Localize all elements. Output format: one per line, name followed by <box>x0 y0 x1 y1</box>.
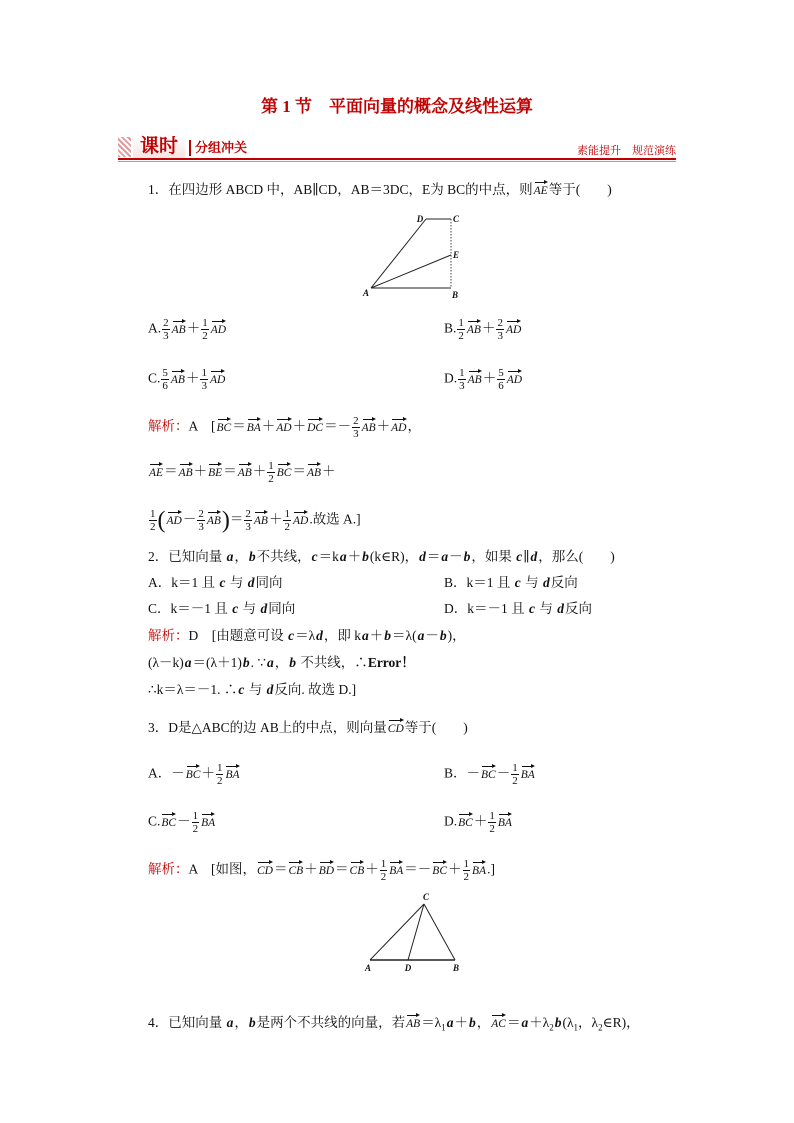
fraction-denominator: 2 <box>216 775 223 787</box>
text-run: ＋ <box>481 320 496 336</box>
fraction <box>497 367 505 392</box>
fraction <box>216 762 224 787</box>
point-label-c: C <box>422 892 430 902</box>
q1-trapezoid-figure <box>355 205 470 305</box>
fraction-denominator: 3 <box>201 380 207 392</box>
bold-vector-letter: d <box>247 575 255 590</box>
vector-symbol: AB <box>254 510 268 527</box>
point-label-e: E <box>452 250 460 260</box>
fraction-numerator: 2 <box>353 415 359 427</box>
bold-text: Error！ <box>367 655 415 670</box>
fraction <box>267 460 275 485</box>
segment-ad <box>371 219 426 288</box>
text-run: D. <box>444 370 458 386</box>
fraction-denominator: 2 <box>380 871 387 883</box>
q2-option-d <box>444 599 592 619</box>
bold-vector-letter: b <box>463 549 471 564</box>
fraction-numerator: 1 <box>380 858 387 870</box>
text-run: ＝ <box>426 549 441 564</box>
fraction-numerator: 1 <box>268 460 274 472</box>
fraction-numerator: 2 <box>163 317 169 329</box>
text-run: A. <box>148 320 162 336</box>
text-run: ， <box>234 549 248 564</box>
bold-vector-letter: a <box>266 655 274 670</box>
vector-symbol: BC <box>458 812 473 829</box>
text-run: ＋ <box>347 549 362 564</box>
big-parenthesis: ( <box>157 507 166 534</box>
text-run: 同向 <box>255 575 283 590</box>
text-run: D．k＝－1 且 <box>444 601 528 616</box>
bold-vector-letter: d <box>557 601 564 616</box>
vector-symbol: AB <box>172 319 186 336</box>
text-run: D. <box>444 813 458 829</box>
vector-symbol: BC <box>432 860 447 877</box>
text-run: .故选 A.] <box>309 511 361 527</box>
vector-symbol: AD <box>167 510 182 527</box>
vector-symbol: CD <box>388 718 404 735</box>
vector-symbol: BA <box>247 417 261 434</box>
text-run: (k∈R)， <box>369 549 419 564</box>
bold-vector-letter: a <box>521 1015 529 1030</box>
vector-symbol: AB <box>406 1013 420 1030</box>
vector-symbol: BA <box>498 812 512 829</box>
bold-vector-letter: c <box>238 682 245 697</box>
bold-vector-letter: b <box>248 549 256 564</box>
text-run: A．k＝1 且 <box>148 575 219 590</box>
header-stripe-decoration <box>118 137 131 157</box>
analysis-label: 解析： <box>148 861 189 877</box>
fraction <box>458 367 466 392</box>
vector-symbol: AB <box>467 319 481 336</box>
analysis-label: 解析： <box>148 418 189 434</box>
fraction-numerator: 1 <box>284 508 290 520</box>
fraction <box>197 508 205 533</box>
fraction-numerator: 1 <box>459 367 465 379</box>
vector-symbol: AE <box>534 180 548 197</box>
vector-symbol: AD <box>507 369 522 386</box>
bold-vector-letter: b <box>289 655 296 670</box>
point-label-b: B <box>451 290 459 300</box>
text-run: ＋ <box>376 418 391 434</box>
q2-stem <box>148 547 615 567</box>
vector-symbol: BA <box>225 764 239 781</box>
fraction-numerator: 1 <box>463 858 469 870</box>
subscript: 2 <box>598 1022 603 1033</box>
q3-option-d <box>444 810 513 835</box>
q1-option-d <box>444 367 523 392</box>
text-run: ＝ <box>164 463 178 479</box>
fraction-numerator: 1 <box>512 762 518 774</box>
vector-symbol: BC <box>277 462 292 479</box>
fraction-numerator: 5 <box>162 367 168 379</box>
text-run: ∥ <box>523 549 530 564</box>
fraction-denominator: 6 <box>498 380 504 392</box>
fraction-denominator: 2 <box>489 823 495 835</box>
q1-option-b <box>444 317 522 342</box>
text-run: 是两个不共线的向量，若 <box>256 1015 406 1030</box>
text-run: ＋ <box>322 463 336 479</box>
vector-symbol: BE <box>208 462 222 479</box>
text-run: 与 <box>239 601 260 616</box>
q1-analysis-line-2 <box>148 460 336 485</box>
bold-vector-letter: d <box>419 549 426 564</box>
text-run: ＝ <box>292 463 306 479</box>
bold-vector-letter: a <box>417 628 425 643</box>
text-run: A [ <box>188 418 216 434</box>
vector-symbol: AD <box>210 369 225 386</box>
text-run: 与 <box>536 601 557 616</box>
text-run: )， <box>447 628 466 643</box>
vector-symbol: BC <box>161 812 176 829</box>
text-run: ，那么( ) <box>538 549 615 564</box>
fraction-denominator: 2 <box>150 521 156 533</box>
text-run: ＋ <box>369 628 384 643</box>
text-run: ＋ <box>201 765 215 781</box>
text-run: B．k＝1 且 <box>444 575 514 590</box>
text-run: ＝(λ＋1) <box>192 655 242 670</box>
text-run: ＝ <box>229 511 244 527</box>
header-rule <box>118 158 676 160</box>
bold-vector-letter: a <box>362 628 369 643</box>
vector-symbol: AD <box>391 417 406 434</box>
fraction <box>149 508 157 533</box>
vector-symbol: BC <box>481 764 496 781</box>
text-run: C. <box>148 370 161 386</box>
text-run: 4．已知向量 <box>148 1015 226 1030</box>
fraction <box>496 317 504 342</box>
text-run: ＝λ( <box>392 628 417 643</box>
fraction-denominator: 2 <box>458 330 464 342</box>
text-run: 与 <box>245 682 266 697</box>
text-run: ＋ <box>292 418 307 434</box>
bold-vector-letter: c <box>311 549 318 564</box>
bold-vector-letter: a <box>441 549 449 564</box>
segment-ae <box>371 255 451 288</box>
q3-analysis-line-1 <box>148 858 495 883</box>
fraction-denominator: 3 <box>353 428 359 440</box>
text-run: ＋ <box>186 320 201 336</box>
subscript: 1 <box>573 1022 579 1033</box>
text-run: ＋ <box>365 861 379 877</box>
text-run: ＋λ <box>529 1015 550 1030</box>
bold-vector-letter: b <box>242 655 250 670</box>
group-practice-label: 分组冲关 <box>195 140 248 155</box>
vector-symbol: AD <box>211 319 226 336</box>
bold-vector-letter: c <box>514 575 521 590</box>
text-run: ， <box>274 655 289 670</box>
bold-vector-letter: d <box>260 601 268 616</box>
text-run: 反向 <box>565 601 592 616</box>
q2-option-a <box>148 573 283 593</box>
text-run: ＋ <box>454 1015 468 1030</box>
text-run: ＋ <box>304 861 318 877</box>
text-run: ＋ <box>268 511 283 527</box>
fraction-numerator: 5 <box>498 367 504 379</box>
text-run: ＝－ <box>324 418 352 434</box>
text-run: ＝λ <box>421 1015 442 1030</box>
text-run: ＋ <box>482 370 497 386</box>
vector-symbol: BC <box>217 417 232 434</box>
text-run: ＝ <box>223 463 237 479</box>
text-run: A．－ <box>148 765 185 781</box>
fraction-denominator: 3 <box>459 380 465 392</box>
fraction <box>283 508 291 533</box>
text-run: ＋ <box>185 370 200 386</box>
fraction-denominator: 2 <box>512 775 518 787</box>
q3-option-a <box>148 762 241 787</box>
q3-triangle-figure <box>355 888 470 978</box>
bold-vector-letter: b <box>248 1015 256 1030</box>
text-run: 1．在四边形 ABCD 中，AB∥CD，AB＝3DC，E为 BC的中点，则 <box>148 182 533 197</box>
text-run: 同向 <box>268 601 296 616</box>
vector-symbol: CB <box>350 860 365 877</box>
fraction-denominator: 2 <box>202 330 208 342</box>
text-run: ，即 k <box>323 628 362 643</box>
fraction <box>201 317 209 342</box>
q2-analysis-line-2 <box>148 653 415 673</box>
point-label-c: C <box>452 214 460 224</box>
q3-stem <box>148 718 468 738</box>
q3-option-b <box>444 762 536 787</box>
fraction-numerator: 1 <box>216 762 223 774</box>
text-run: ＝λ <box>295 628 316 643</box>
text-run: ， <box>234 1015 248 1030</box>
text-run: 等于( ) <box>404 720 468 735</box>
vector-symbol: DC <box>307 417 323 434</box>
text-run: 反向 <box>550 575 578 590</box>
text-run: 等于( ) <box>548 182 612 197</box>
bold-vector-letter: b <box>439 628 447 643</box>
segment-cb <box>424 904 455 960</box>
text-run: (λ <box>562 1015 574 1030</box>
fraction-numerator: 1 <box>150 508 156 520</box>
fraction <box>244 508 252 533</box>
vector-symbol: BA <box>201 812 215 829</box>
text-run: － <box>177 813 191 829</box>
point-label-d: D <box>404 963 412 973</box>
text-run: B. <box>444 320 457 336</box>
text-run: C．k＝－1 且 <box>148 601 232 616</box>
text-run: ＋ <box>261 418 276 434</box>
fraction-denominator: 3 <box>497 330 503 342</box>
bold-vector-letter: c <box>288 628 295 643</box>
vector-symbol: AB <box>307 462 321 479</box>
fraction-numerator: 1 <box>489 810 495 822</box>
vector-symbol: BD <box>319 860 334 877</box>
fraction <box>162 317 170 342</box>
fraction-denominator: 2 <box>284 521 290 533</box>
fraction-denominator: 6 <box>162 380 168 392</box>
text-run: 3．D是△ABC的边 AB上的中点，则向量 <box>148 720 387 735</box>
text-run: ＋ <box>252 463 267 479</box>
vector-symbol: AE <box>149 462 163 479</box>
text-run: ＋ <box>193 463 208 479</box>
fraction-denominator: 2 <box>192 823 199 835</box>
vector-symbol: CD <box>257 860 273 877</box>
fraction-denominator: 3 <box>163 330 169 342</box>
fraction <box>488 810 496 835</box>
fraction-numerator: 1 <box>192 810 199 822</box>
fraction-denominator: 3 <box>198 521 204 533</box>
vector-symbol: BA <box>521 764 535 781</box>
text-run: － <box>425 628 439 643</box>
text-run: － <box>496 765 511 781</box>
q2-analysis-line-1 <box>148 626 466 646</box>
text-run: ＋ <box>473 813 488 829</box>
header-separator <box>189 140 191 156</box>
vector-symbol: AB <box>468 369 482 386</box>
q2-option-c <box>148 599 295 619</box>
fraction-denominator: 3 <box>245 521 251 533</box>
q3-option-c <box>148 810 216 835</box>
section-title: 第 1 节 平面向量的概念及线性运算 <box>261 97 533 116</box>
text-run: ＝k <box>318 549 339 564</box>
fraction <box>380 858 388 883</box>
subscript: 1 <box>441 1022 446 1033</box>
q1-option-c <box>148 367 226 392</box>
bold-vector-letter: d <box>266 682 274 697</box>
text-run: ， <box>476 1015 491 1030</box>
point-label-b: B <box>452 963 460 973</box>
fraction <box>161 367 169 392</box>
bold-vector-letter: a <box>184 655 192 670</box>
vector-symbol: AB <box>171 369 185 386</box>
big-parenthesis: ) <box>221 507 230 534</box>
fraction <box>200 367 208 392</box>
analysis-label: 解析： <box>148 628 189 643</box>
vector-symbol: AB <box>179 462 193 479</box>
bold-vector-letter: b <box>362 549 369 564</box>
bold-vector-letter: b <box>554 1015 562 1030</box>
fraction <box>352 415 360 440</box>
text-run: (λ－k) <box>148 655 184 670</box>
text-run: ∈R)， <box>602 1015 640 1030</box>
bold-vector-letter: d <box>543 575 550 590</box>
fraction-numerator: 1 <box>202 317 208 329</box>
lesson-label: 课时 <box>133 136 185 158</box>
text-run: . ∵ <box>250 655 266 670</box>
text-run: ＋ <box>448 861 462 877</box>
text-run: ，如果 <box>471 549 516 564</box>
vector-symbol: AD <box>276 417 291 434</box>
text-run: 与 <box>521 575 543 590</box>
vector-symbol: AB <box>362 417 376 434</box>
text-run: 不共线， <box>256 549 311 564</box>
bold-vector-letter: a <box>226 1015 234 1030</box>
q1-option-a <box>148 317 227 342</box>
text-run: － <box>449 549 463 564</box>
text-run: ＝－ <box>404 861 432 877</box>
text-run: ∴k＝λ＝－1. ∴ <box>148 682 238 697</box>
vector-symbol: AB <box>238 462 252 479</box>
vector-symbol: AC <box>491 1013 506 1030</box>
text-run: 不共线，∴ <box>296 655 368 670</box>
vector-symbol: AB <box>207 510 221 527</box>
bold-vector-letter: c <box>529 601 535 616</box>
bold-vector-letter: b <box>468 1015 476 1030</box>
bold-vector-letter: c <box>219 575 226 590</box>
q1-analysis-line-1 <box>148 415 421 440</box>
header-tagline: 素能提升 规范演练 <box>577 145 676 157</box>
bold-vector-letter: b <box>384 628 392 643</box>
bold-vector-letter: a <box>226 549 234 564</box>
vector-symbol: BC <box>186 764 201 781</box>
text-run: C. <box>148 813 161 829</box>
fraction <box>192 810 200 835</box>
fraction-denominator: 2 <box>268 473 274 485</box>
bold-vector-letter: c <box>232 601 239 616</box>
text-run: ， <box>407 418 421 434</box>
subscript: 2 <box>549 1022 554 1033</box>
text-run: ＝ <box>273 861 288 877</box>
text-run: A [如图， <box>188 861 256 877</box>
fraction-numerator: 2 <box>497 317 503 329</box>
fraction <box>463 858 471 883</box>
fraction-numerator: 2 <box>198 508 204 520</box>
point-label-a: A <box>362 288 370 298</box>
point-label-d: D <box>416 214 424 224</box>
q1-stem <box>148 180 612 200</box>
fraction <box>511 762 519 787</box>
text-run: 与 <box>226 575 247 590</box>
fraction-numerator: 2 <box>245 508 251 520</box>
bold-vector-letter: d <box>530 549 538 564</box>
vector-symbol: BA <box>389 860 403 877</box>
q1-analysis-line-3 <box>148 507 361 534</box>
text-run: － <box>182 511 197 527</box>
fraction-denominator: 2 <box>463 871 469 883</box>
text-run: 反向. 故选 D.] <box>274 682 357 697</box>
vector-symbol: CB <box>288 860 303 877</box>
bold-vector-letter: a <box>339 549 347 564</box>
text-run: ，λ <box>578 1015 599 1030</box>
text-run: D [由题意可设 <box>188 628 288 643</box>
text-run: B．－ <box>444 765 481 781</box>
q2-option-b <box>444 573 578 593</box>
text-run: .] <box>487 861 495 877</box>
point-label-a: A <box>364 963 372 973</box>
bold-vector-letter: c <box>516 549 523 564</box>
bold-vector-letter: d <box>316 628 323 643</box>
text-run: ＝ <box>232 418 246 434</box>
vector-symbol: AD <box>506 319 521 336</box>
text-run: ＝ <box>335 861 349 877</box>
fraction-numerator: 1 <box>201 367 207 379</box>
text-run: 2．已知向量 <box>148 549 226 564</box>
q4-stem <box>148 1013 640 1033</box>
q2-analysis-line-3 <box>148 680 356 700</box>
vector-symbol: AD <box>293 510 308 527</box>
vector-symbol: BA <box>472 860 486 877</box>
fraction <box>457 317 465 342</box>
text-run: ＝ <box>506 1015 521 1030</box>
bold-vector-letter: a <box>446 1015 454 1030</box>
fraction-numerator: 1 <box>458 317 464 329</box>
header-rule-thin <box>118 161 676 162</box>
